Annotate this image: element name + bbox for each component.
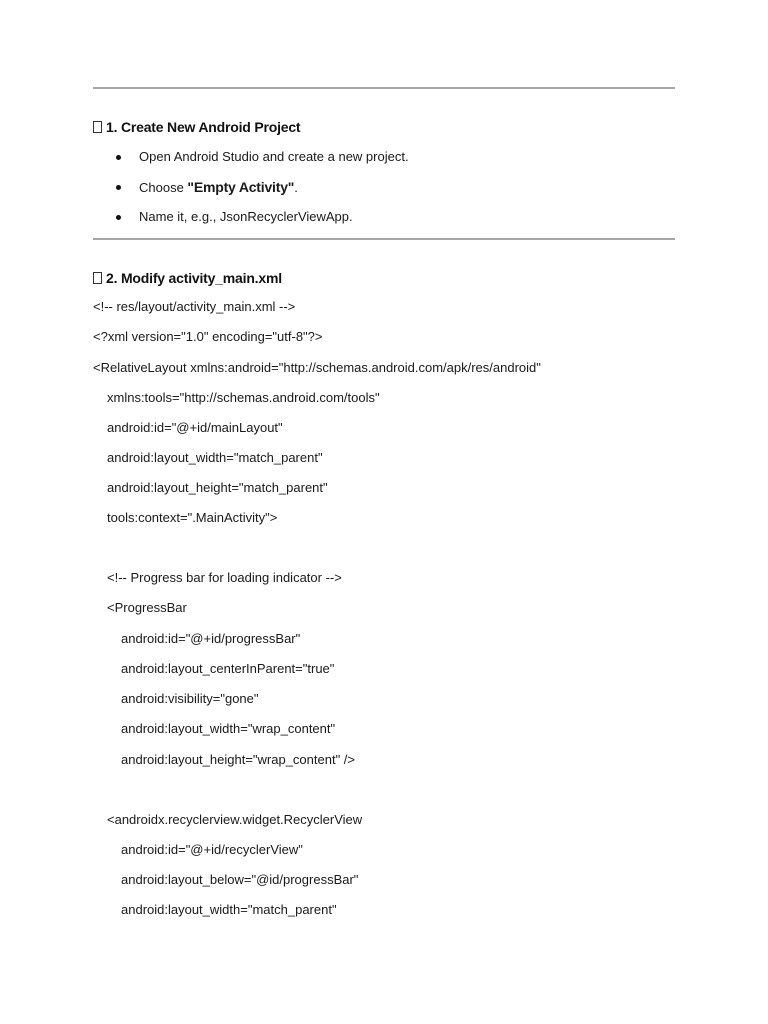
list-item-text bbox=[139, 178, 298, 197]
missing-glyph-icon bbox=[93, 272, 102, 284]
section-2-title: 2. Modify activity_main.xml bbox=[106, 270, 282, 286]
code-line: android:id="@+id/progressBar" bbox=[121, 631, 301, 646]
code-line: <!-- Progress bar for loading indicator --> bbox=[107, 570, 342, 585]
code-line: android:visibility="gone" bbox=[121, 691, 259, 706]
section-heading bbox=[93, 118, 300, 136]
bullet-icon bbox=[116, 185, 121, 190]
code-line: android:id="@+id/recyclerView" bbox=[121, 842, 303, 857]
code-line: <?xml version="1.0" encoding="utf-8"?> bbox=[93, 329, 323, 344]
section-heading bbox=[93, 269, 282, 287]
missing-glyph-icon bbox=[93, 121, 102, 133]
list-item-strong-text: "Empty Activity" bbox=[187, 179, 295, 195]
horizontal-rule bbox=[93, 238, 675, 240]
code-line: xmlns:tools="http://schemas.android.com/tools" bbox=[107, 390, 380, 405]
list-item-text: Name it, e.g., JsonRecyclerViewApp. bbox=[139, 209, 353, 224]
code-line: tools:context=".MainActivity"> bbox=[107, 510, 278, 525]
code-line: android:layout_centerInParent="true" bbox=[121, 661, 335, 676]
code-line: android:layout_width="match_parent" bbox=[121, 902, 337, 917]
code-line: android:layout_width="match_parent" bbox=[107, 450, 323, 465]
code-line: android:layout_width="wrap_content" bbox=[121, 721, 336, 736]
code-line: android:id="@+id/mainLayout" bbox=[107, 420, 283, 435]
list-item-text: Open Android Studio and create a new project. bbox=[139, 149, 409, 164]
horizontal-rule bbox=[93, 87, 675, 89]
list-item-text-prefix: Choose bbox=[139, 180, 188, 195]
bullet-icon bbox=[116, 215, 121, 220]
code-line: android:layout_height="match_parent" bbox=[107, 480, 328, 495]
code-line: <RelativeLayout xmlns:android="http://schemas.android.com/apk/res/android" bbox=[93, 360, 541, 375]
code-line: <ProgressBar bbox=[107, 600, 187, 615]
bullet-icon bbox=[116, 155, 121, 160]
section-1-title: 1. Create New Android Project bbox=[106, 119, 301, 135]
code-line: <androidx.recyclerview.widget.RecyclerView bbox=[107, 812, 363, 827]
list-item-text-suffix: . bbox=[294, 180, 298, 195]
code-line: <!-- res/layout/activity_main.xml --> bbox=[93, 299, 296, 314]
code-line: android:layout_below="@id/progressBar" bbox=[121, 872, 359, 887]
code-line: android:layout_height="wrap_content" /> bbox=[121, 752, 356, 767]
